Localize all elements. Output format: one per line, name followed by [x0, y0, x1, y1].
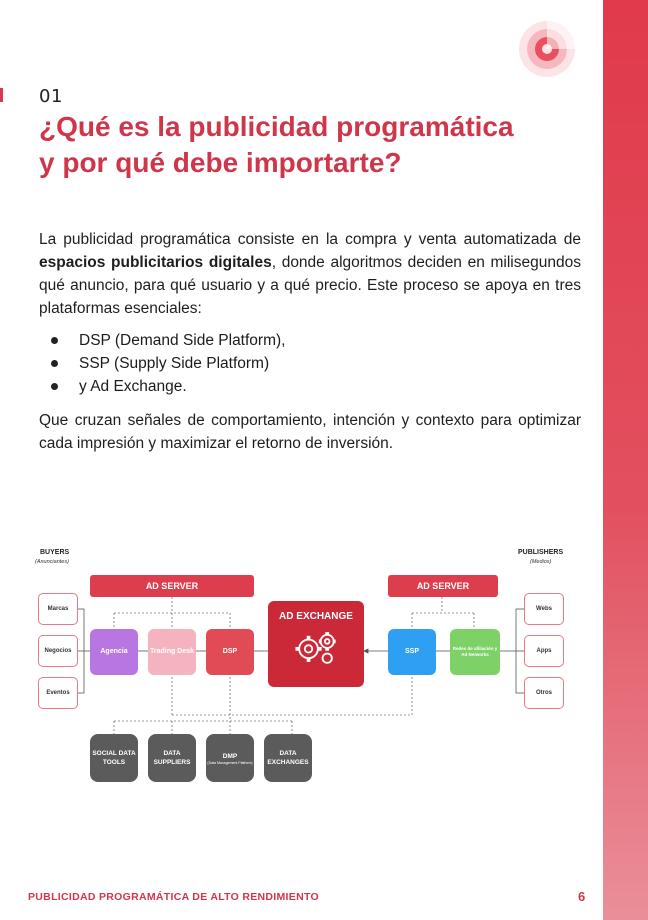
ad-exchange-label: AD EXCHANGE	[279, 611, 353, 622]
side-accent-bar	[603, 0, 648, 920]
buyer-item: Negocios	[38, 635, 78, 667]
trading-desk-box: Trading Desk	[148, 629, 196, 675]
page-title	[39, 109, 599, 181]
ad-server-left: AD SERVER	[90, 575, 254, 597]
data-box-label: DMP	[222, 752, 238, 760]
list-item	[39, 375, 579, 398]
list-item-text: DSP (Demand Side Platform),	[79, 332, 286, 349]
ad-server-right: AD SERVER	[388, 575, 498, 597]
social-data-tools-box	[90, 734, 138, 782]
gears-icon	[288, 627, 344, 667]
ad-exchange-box	[268, 601, 364, 687]
left-margin-mark	[0, 88, 3, 102]
buyers-sublabel: (Anunciantes)	[35, 559, 69, 565]
list-item-text: y Ad Exchange.	[79, 378, 187, 395]
data-box-label: DATA SUPPLIERS	[153, 750, 191, 766]
list-item	[39, 352, 579, 375]
page-number: 6	[578, 889, 586, 904]
publisher-item: Otros	[524, 677, 564, 709]
platform-list	[39, 329, 579, 398]
bullet-icon	[51, 360, 58, 367]
section-number: 01	[39, 86, 63, 107]
publishers-sublabel: (Medios)	[530, 559, 552, 565]
list-item-text: SSP (Supply Side Platform)	[79, 355, 270, 372]
target-logo-icon	[518, 20, 576, 78]
programmatic-ecosystem-diagram	[30, 545, 575, 795]
dsp-box: DSP	[206, 629, 254, 675]
redes-box: Redes de afiliación y Ad Networks	[450, 629, 500, 675]
agencia-box: Agencia	[90, 629, 138, 675]
data-suppliers-box	[148, 734, 196, 782]
dmp-box	[206, 734, 254, 782]
ssp-box: SSP	[388, 629, 436, 675]
publishers-label: PUBLISHERS	[518, 549, 564, 556]
buyer-item: Marcas	[38, 593, 78, 625]
list-item	[39, 329, 579, 352]
data-exchanges-box	[264, 734, 312, 782]
data-box-label: SOCIAL DATA TOOLS	[92, 750, 136, 766]
closing-paragraph: Que cruzan señales de comportamiento, intención y contexto para optimizar cada impresión y maximizar el retorno de inversión.	[39, 412, 581, 452]
intro-text-start: La publicidad programática consiste en la compra y venta automatizada de	[39, 231, 581, 248]
bullet-icon	[51, 337, 58, 344]
buyers-label: BUYERS	[40, 549, 70, 556]
bullet-icon	[51, 383, 58, 390]
intro-text-end: , donde algoritmos deciden en milisegundos qué anuncio, para qué usuario y a qué precio. Este proceso se apoya en tres plataformas esenciales:	[39, 254, 581, 317]
footer-title: PUBLICIDAD PROGRAMÁTICA DE ALTO RENDIMIENTO	[28, 891, 319, 903]
intro-paragraph	[39, 228, 581, 320]
title-line-2: y por qué debe importarte?	[39, 147, 402, 178]
title-line-1: ¿Qué es la publicidad programática	[39, 111, 514, 142]
data-box-label: DATA EXCHANGES	[267, 750, 309, 766]
buyer-item: Eventos	[38, 677, 78, 709]
publisher-item: Webs	[524, 593, 564, 625]
intro-bold-text: espacios publicitarios digitales	[39, 254, 272, 271]
publisher-item: Apps	[524, 635, 564, 667]
dmp-sublabel: (Data Management Platform)	[207, 760, 253, 765]
